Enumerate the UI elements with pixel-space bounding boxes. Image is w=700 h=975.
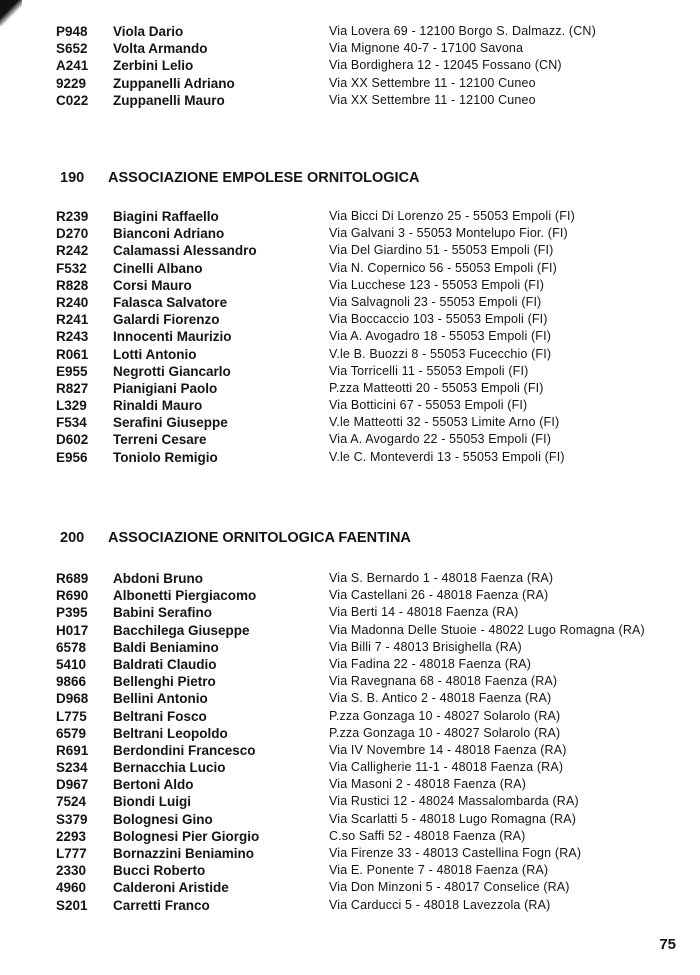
member-name: Calderoni Aristide (113, 880, 229, 896)
member-row (0, 759, 700, 776)
member-address: Via Rustici 12 - 48024 Massalombarda (RA) (329, 794, 579, 809)
member-address: Via Salvagnoli 23 - 55053 Empoli (FI) (329, 294, 542, 309)
member-row (0, 587, 700, 604)
member-name: Falasca Salvatore (113, 294, 228, 310)
member-row (0, 397, 700, 414)
member-address: Via Torricelli 11 - 55053 Empoli (FI) (329, 363, 529, 378)
member-name: Viola Dario (113, 24, 184, 39)
member-name: Abdoni Bruno (113, 571, 203, 586)
member-name: Biagini Raffaello (113, 209, 219, 224)
member-row (0, 604, 700, 621)
member-address: Via Lovera 69 - 12100 Borgo S. Dalmazz. (CN) (329, 24, 596, 38)
member-address: Via Botticini 67 - 55053 Empoli (FI) (329, 398, 528, 413)
member-code: 6578 (56, 639, 87, 655)
member-address: V.le C. Monteverdi 13 - 55053 Empoli (FI) (329, 449, 565, 464)
page-number: 75 (659, 936, 676, 953)
member-code: S201 (56, 897, 88, 913)
member-row (0, 862, 700, 879)
member-name: Galardi Fiorenzo (113, 312, 220, 328)
member-row (0, 225, 700, 242)
member-row (0, 23, 700, 40)
section-member-list (0, 570, 700, 914)
member-name: Innocenti Maurizio (113, 329, 232, 345)
member-code: F534 (56, 415, 87, 431)
member-address: Via N. Copernico 56 - 55053 Empoli (FI) (329, 260, 557, 275)
member-name: Bacchilega Giuseppe (113, 622, 250, 638)
member-row (0, 346, 700, 363)
member-code: E956 (56, 449, 88, 465)
member-address: Via Fadina 22 - 48018 Faenza (RA) (329, 656, 532, 671)
member-code: R241 (56, 312, 89, 328)
member-code: R239 (56, 209, 89, 224)
member-address: Via Ravegnana 68 - 48018 Faenza (RA) (329, 674, 558, 689)
member-address: P.zza Gonzaga 10 - 48027 Solarolo (RA) (329, 725, 561, 740)
member-code: 6579 (56, 725, 87, 741)
member-row (0, 725, 700, 742)
member-code: 2330 (56, 863, 87, 879)
member-name: Beltrani Fosco (113, 708, 207, 724)
member-address: Via Bicci Di Lorenzo 25 - 55053 Empoli (FI) (329, 209, 575, 223)
member-code: R242 (56, 243, 89, 259)
member-row (0, 811, 700, 828)
member-code: 7524 (56, 794, 87, 810)
member-name: Negrotti Giancarlo (113, 363, 231, 379)
member-row (0, 242, 700, 259)
member-address: V.le Matteotti 32 - 55053 Limite Arno (FI) (329, 415, 560, 430)
member-row (0, 260, 700, 277)
member-name: Baldrati Claudio (113, 656, 217, 672)
member-name: Bertoni Aldo (113, 777, 194, 793)
member-address: P.zza Gonzaga 10 - 48027 Solarolo (RA) (329, 708, 561, 723)
member-code: F532 (56, 260, 87, 276)
member-row (0, 845, 700, 862)
member-row (0, 414, 700, 431)
section-heading (0, 167, 700, 189)
member-row (0, 622, 700, 639)
member-address: Via Calligherie 11-1 - 48018 Faenza (RA) (329, 760, 564, 775)
member-code: 2293 (56, 828, 87, 844)
member-row (0, 40, 700, 57)
member-address: Via S. B. Antico 2 - 48018 Faenza (RA) (329, 691, 552, 706)
member-name: Bellini Antonio (113, 691, 208, 707)
member-address: Via A. Avogadro 18 - 55053 Empoli (FI) (329, 329, 552, 344)
member-row (0, 363, 700, 380)
member-name: Serafini Giuseppe (113, 415, 228, 431)
member-code: R243 (56, 329, 89, 345)
member-row (0, 673, 700, 690)
section-number: 190 (60, 170, 85, 186)
member-name: Cinelli Albano (113, 260, 203, 276)
member-name: Zuppanelli Adriano (113, 75, 235, 91)
member-code: H017 (56, 622, 89, 638)
member-name: Toniolo Remigio (113, 449, 218, 465)
member-code: R240 (56, 294, 89, 310)
member-address: Via Del Giardino 51 - 55053 Empoli (FI) (329, 243, 554, 258)
member-name: Volta Armando (113, 41, 208, 57)
member-name: Bolognesi Pier Giorgio (113, 828, 260, 844)
member-code: 4960 (56, 880, 87, 896)
member-address: Via Madonna Delle Stuoie - 48022 Lugo Romagna (RA) (329, 622, 645, 637)
section-member-list (0, 208, 700, 466)
member-address: Via Carducci 5 - 48018 Lavezzola (RA) (329, 897, 551, 912)
member-name: Bucci Roberto (113, 863, 206, 879)
member-address: Via Masoni 2 - 48018 Faenza (RA) (329, 777, 527, 792)
member-code: P395 (56, 605, 88, 621)
member-code: D968 (56, 691, 89, 707)
member-name: Biondi Luigi (113, 794, 191, 810)
member-address: Via IV Novembre 14 - 48018 Faenza (RA) (329, 742, 567, 757)
member-address: P.zza Matteotti 20 - 55053 Empoli (FI) (329, 380, 544, 395)
member-name: Calamassi Alessandro (113, 243, 257, 259)
member-code: D967 (56, 777, 89, 793)
member-address: Via S. Bernardo 1 - 48018 Faenza (RA) (329, 571, 554, 585)
member-row (0, 75, 700, 92)
member-name: Carretti Franco (113, 897, 210, 913)
member-code: R828 (56, 277, 89, 293)
member-address: Via Galvani 3 - 55053 Montelupo Fior. (FI) (329, 226, 568, 241)
member-code: L775 (56, 708, 87, 724)
member-row (0, 328, 700, 345)
member-row (0, 639, 700, 656)
section-heading (0, 527, 700, 549)
member-row (0, 294, 700, 311)
member-name: Albonetti Piergiacomo (113, 588, 257, 604)
member-address: Via Boccaccio 103 - 55053 Empoli (FI) (329, 312, 548, 327)
member-code: S234 (56, 760, 88, 776)
member-name: Zuppanelli Mauro (113, 92, 225, 108)
member-row (0, 449, 700, 466)
member-code: S652 (56, 41, 88, 57)
member-name: Pianigiani Paolo (113, 380, 218, 396)
member-row (0, 897, 700, 914)
member-name: Berdondini Francesco (113, 742, 256, 758)
member-address: Via Berti 14 - 48018 Faenza (RA) (329, 605, 519, 620)
member-name: Corsi Mauro (113, 277, 192, 293)
member-code: 9229 (56, 75, 87, 91)
member-code: 9866 (56, 674, 87, 690)
member-row (0, 311, 700, 328)
member-name: Beltrani Leopoldo (113, 725, 228, 741)
member-code: R691 (56, 742, 89, 758)
member-code: L329 (56, 398, 87, 414)
member-row (0, 708, 700, 725)
member-address: Via E. Ponente 7 - 48018 Faenza (RA) (329, 863, 549, 878)
member-name: Bianconi Adriano (113, 226, 225, 242)
member-address: Via Lucchese 123 - 55053 Empoli (FI) (329, 277, 545, 292)
member-address: Via Don Minzoni 5 - 48017 Conselice (RA) (329, 880, 570, 895)
member-row (0, 92, 700, 109)
member-name: Bellenghi Pietro (113, 674, 216, 690)
member-name: Bolognesi Gino (113, 811, 213, 827)
member-code: R690 (56, 588, 89, 604)
member-address: C.so Saffi 52 - 48018 Faenza (RA) (329, 828, 526, 843)
member-address: Via Bordighera 12 - 12045 Fossano (CN) (329, 58, 562, 73)
member-row (0, 277, 700, 294)
member-row (0, 776, 700, 793)
member-address: Via XX Settembre 11 - 12100 Cuneo (329, 92, 536, 107)
member-code: 5410 (56, 656, 87, 672)
intro-member-list (0, 23, 700, 109)
member-code: L777 (56, 846, 87, 861)
member-name: Zerbini Lelio (113, 58, 194, 74)
section-title: ASSOCIAZIONE EMPOLESE ORNITOLOGICA (108, 170, 420, 186)
member-row (0, 690, 700, 707)
member-address: Via Castellani 26 - 48018 Faenza (RA) (329, 588, 549, 603)
member-code: R061 (56, 346, 89, 362)
member-code: R827 (56, 380, 89, 396)
member-row (0, 570, 700, 587)
member-address: Via Firenze 33 - 48013 Castellina Fogn (RA) (329, 846, 582, 860)
member-code: C022 (56, 92, 89, 108)
member-row (0, 793, 700, 810)
section-number: 200 (60, 530, 85, 546)
member-name: Rinaldi Mauro (113, 398, 203, 414)
member-name: Baldi Beniamino (113, 639, 219, 655)
member-name: Bernacchia Lucio (113, 760, 226, 776)
member-address: V.le B. Buozzi 8 - 55053 Fucecchio (FI) (329, 346, 552, 361)
section-title: ASSOCIAZIONE ORNITOLOGICA FAENTINA (108, 530, 411, 546)
member-name: Bornazzini Beniamino (113, 846, 255, 861)
member-code: R689 (56, 571, 89, 586)
member-address: Via XX Settembre 11 - 12100 Cuneo (329, 75, 536, 90)
member-address: Via A. Avogardo 22 - 55053 Empoli (FI) (329, 432, 552, 447)
member-row (0, 828, 700, 845)
member-code: A241 (56, 58, 89, 74)
member-code: D270 (56, 226, 89, 242)
member-address: Via Scarlatti 5 - 48018 Lugo Romagna (RA) (329, 811, 577, 826)
member-name: Terreni Cesare (113, 432, 207, 448)
member-row (0, 380, 700, 397)
member-row (0, 208, 700, 225)
member-row (0, 57, 700, 74)
member-address: Via Mignone 40-7 - 17100 Savona (329, 41, 524, 56)
member-row (0, 879, 700, 896)
member-name: Lotti Antonio (113, 346, 197, 362)
member-name: Babini Serafino (113, 605, 213, 621)
member-row (0, 742, 700, 759)
member-code: E955 (56, 363, 88, 379)
member-row (0, 656, 700, 673)
member-address: Via Billi 7 - 48013 Brisighella (RA) (329, 639, 522, 654)
member-code: S379 (56, 811, 88, 827)
member-row (0, 431, 700, 448)
member-code: P948 (56, 24, 88, 39)
member-code: D602 (56, 432, 89, 448)
